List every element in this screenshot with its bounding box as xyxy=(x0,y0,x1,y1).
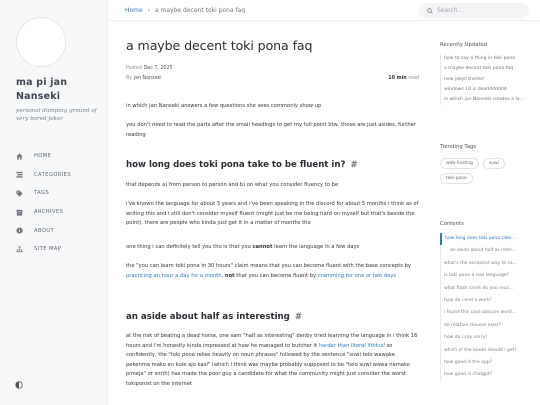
paragraph xyxy=(126,262,419,281)
inline-link[interactable]: cramming for one or two days xyxy=(317,272,397,279)
posted-label: Posted xyxy=(126,66,143,71)
inline-link[interactable]: practicing an hour a day for a month xyxy=(126,272,222,279)
read-time xyxy=(388,74,419,84)
info-circle-icon xyxy=(16,227,23,234)
toc-item[interactable]: i found this cool obscure word... xyxy=(444,310,516,316)
page-title: a maybe decent toki pona faq xyxy=(126,38,313,53)
paragraph: that depends a) from person to person and b) on what you consider fluency to be xyxy=(126,182,339,188)
toc-item[interactable]: how good is the app? xyxy=(444,359,493,365)
nav-item-tags[interactable] xyxy=(16,184,104,203)
breadcrumb xyxy=(125,7,245,14)
nav-item-about[interactable] xyxy=(16,221,104,240)
nav-label: ABOUT xyxy=(34,227,55,234)
recently-updated-list xyxy=(440,54,536,105)
nav-label: TAGS xyxy=(34,190,50,197)
toc-item[interactable]: what flash cards do you reco... xyxy=(444,285,514,291)
paragraph: i've known the language for about 3 years and i've been speaking in the discord for about 5 months i think as of writing this and i still don't consider myself fluent (might just be me being hard on myself but that's beside the point), there are people who kinda just get it in a matter of months tho xyxy=(126,201,419,227)
list-item[interactable]: new jekyll theme! xyxy=(444,76,485,82)
toc-item[interactable]: do relative clauses exist? xyxy=(444,322,501,328)
post-date xyxy=(126,64,422,74)
tag-chip[interactable]: web-hosting xyxy=(440,158,479,169)
site-subtitle: personal dumping ground of very bored joker xyxy=(16,108,97,123)
heading-text: an aside about half as interesting xyxy=(126,312,290,322)
sidebar xyxy=(0,0,108,405)
archive-icon xyxy=(16,209,23,216)
trending-tags xyxy=(440,158,536,184)
adjust-icon[interactable] xyxy=(15,381,23,389)
list-item[interactable]: how to say a thing in toki pona xyxy=(444,56,516,61)
posted-date: Dec 7, 2025 xyxy=(143,66,173,71)
toc-item[interactable]: which of the books should i get? xyxy=(444,347,517,353)
toc-item[interactable]: how long does toki pona take... xyxy=(440,233,536,245)
text: to read the parts after the small headings to get my full point btw, those are just asides, further reading xyxy=(126,122,416,138)
nav-label: SITE MAP xyxy=(34,246,62,253)
tags-icon xyxy=(16,190,23,197)
heading-text: how long does toki pona take to be fluent in? xyxy=(126,160,346,170)
post-header xyxy=(126,38,422,83)
strong-text: cannot xyxy=(252,244,273,250)
nav-label: HOME xyxy=(34,153,52,160)
home-icon xyxy=(16,153,23,160)
nav-item-archives[interactable] xyxy=(16,203,104,222)
text: so confidently, the "toki pona relies heavily on noun phrases" followed by the sentence "suwi telo wawake pekenma mako en kule ajo kasi" (which i think was maybe probably supposed to be "telo suwi wawa namako pimeja" or smth) has made the poor guy a candidate for what the community might just consider the worst tokiponist on the internet xyxy=(126,342,410,387)
anchor-link[interactable]: # xyxy=(350,160,358,170)
nav-item-sitemap[interactable] xyxy=(16,240,104,259)
search-input[interactable] xyxy=(437,7,527,14)
breadcrumb-current: a maybe decent toki pona faq xyxy=(154,7,246,14)
section-heading xyxy=(126,312,302,322)
sidebar-nav xyxy=(16,147,104,259)
nav-label: CATEGORIES xyxy=(34,171,72,178)
nav-label: ARCHIVES xyxy=(34,209,64,216)
tag-chip[interactable]: suwi xyxy=(483,158,505,169)
breadcrumb-home-link[interactable]: Home xyxy=(125,7,143,14)
sitemap-icon xyxy=(16,246,23,253)
read-time-label: read xyxy=(408,75,419,81)
search-box[interactable] xyxy=(419,3,529,18)
text: one thing i can definitely tell you tho is that you xyxy=(126,244,253,250)
read-time-value: 10 min xyxy=(388,75,407,81)
anchor-link[interactable]: # xyxy=(294,312,303,322)
nav-item-categories[interactable] xyxy=(16,166,104,185)
avatar[interactable] xyxy=(16,17,66,67)
post-meta-row xyxy=(126,74,419,84)
paragraph xyxy=(126,243,419,253)
list-item[interactable]: windows 10 is deaddddddd xyxy=(444,86,507,92)
text: at the risk of beating a dead horse, one sam "half as interesting" denby tried learning the language in i think 16 hours and i'm honestly kinda impressed at how he managed to butcher it xyxy=(126,333,418,349)
by-label: By xyxy=(126,75,133,81)
breadcrumb-separator: › xyxy=(147,7,151,14)
toc-item[interactable]: what's the accepted way to sa... xyxy=(444,260,517,266)
post-author xyxy=(126,74,162,84)
nav-item-home[interactable] xyxy=(16,147,104,166)
section-heading xyxy=(126,160,358,170)
author-name: jan Nanseki xyxy=(133,75,162,81)
text: , xyxy=(221,272,225,279)
stream-icon xyxy=(16,171,23,178)
text: you don't xyxy=(126,122,153,128)
text: the "you can learn toki pona in 30 hours" claim means that you can become fluent with the base concepts by xyxy=(126,263,411,269)
trending-tags-heading: Trending Tags xyxy=(440,144,477,150)
recently-updated-heading: Recently Updated xyxy=(440,42,488,48)
list-item[interactable]: a maybe decent toki pona faq xyxy=(444,66,514,72)
toc-item[interactable]: an aside about half as inter... xyxy=(450,248,516,254)
search-icon xyxy=(427,8,433,14)
text: that you can become fluent by xyxy=(234,272,318,279)
site-title[interactable]: ma pi jan Nanseki xyxy=(16,77,68,102)
topbar xyxy=(108,0,540,21)
inline-link[interactable]: harder than literal ilthkuil xyxy=(318,342,385,349)
toc-item[interactable]: is toki pona a real language? xyxy=(444,273,509,279)
strong-text: not xyxy=(224,272,235,279)
text: learn the language in a few days xyxy=(272,244,360,250)
tag-chip[interactable]: toki-pona xyxy=(440,173,473,184)
post-meta xyxy=(126,64,422,83)
toc-item[interactable]: how good is chatgpt? xyxy=(444,372,493,378)
paragraph: in which jan Nanseki answers a few questions she sees commonly show up xyxy=(126,103,322,109)
toc-item[interactable]: how do i say sorry? xyxy=(444,335,488,341)
table-of-contents xyxy=(440,233,536,382)
paragraph xyxy=(126,332,419,390)
toc-item[interactable]: how do i end a work? xyxy=(444,297,492,303)
list-item[interactable]: in which jan Nanseki creates a la... xyxy=(444,97,524,103)
emphasis: need xyxy=(152,122,166,128)
paragraph xyxy=(126,121,419,140)
contents-heading: Contents xyxy=(440,221,464,227)
